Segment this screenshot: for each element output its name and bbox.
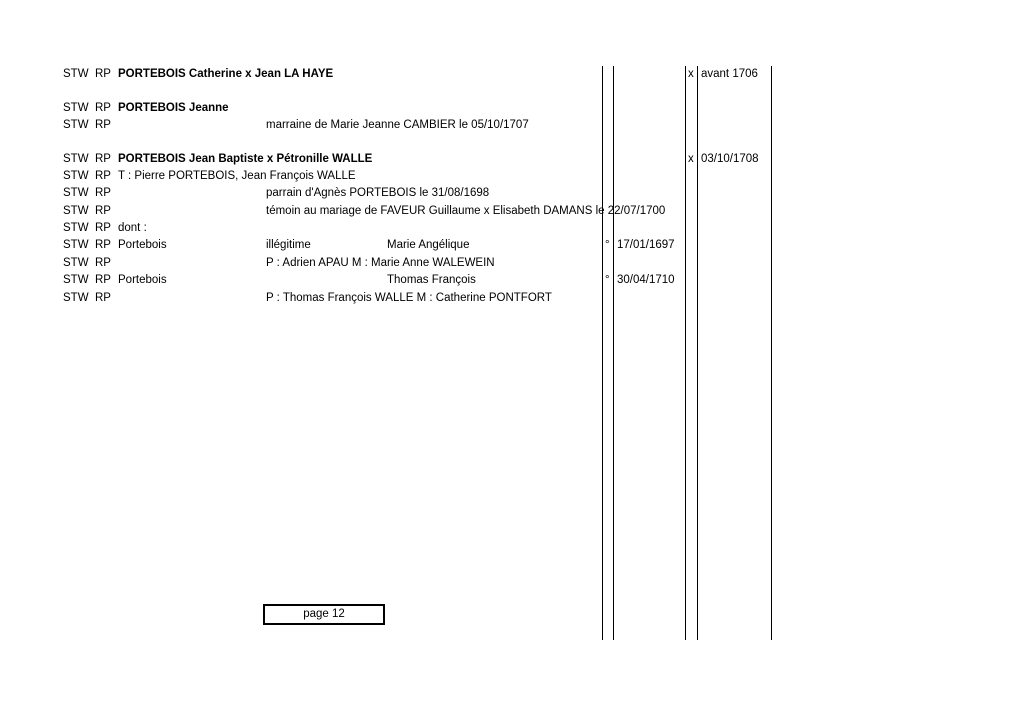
marriage-date: avant 1706 [701, 68, 758, 80]
entry-name: dont : [118, 222, 147, 234]
source-code: STW [63, 170, 89, 182]
entry-name: PORTEBOIS Jeanne [118, 102, 229, 114]
source-code: STW [63, 68, 89, 80]
child-first-name: Thomas François [387, 274, 476, 286]
record-row [0, 117, 1024, 134]
source-code: STW [63, 257, 89, 269]
register-code: RP [95, 239, 111, 251]
page-number-label: page 12 [303, 608, 345, 620]
birth-mark: ° [605, 274, 610, 286]
birth-date: 17/01/1697 [617, 239, 675, 251]
page-number-box [263, 604, 385, 625]
register-code: RP [95, 274, 111, 286]
entry-description: P : Thomas François WALLE M : Catherine PONTFORT [266, 292, 552, 304]
entry-name: Portebois [118, 239, 167, 251]
record-row [0, 272, 1024, 289]
record-row [0, 151, 1024, 168]
entry-description: P : Adrien APAU M : Marie Anne WALEWEIN [266, 257, 495, 269]
register-code: RP [95, 170, 111, 182]
entry-name: PORTEBOIS Jean Baptiste x Pétronille WALLE [118, 153, 373, 165]
entry-name: PORTEBOIS Catherine x Jean LA HAYE [118, 68, 334, 80]
entry-description: illégitime [266, 239, 311, 251]
entry-description: parrain d'Agnès PORTEBOIS le 31/08/1698 [266, 187, 490, 199]
column-rule [685, 66, 686, 640]
entry-description: témoin au mariage de FAVEUR Guillaume x Elisabeth DAMANS le 22/07/1700 [266, 205, 666, 217]
marriage-mark: x [688, 68, 694, 80]
source-code: STW [63, 222, 89, 234]
entry-name: Portebois [118, 274, 167, 286]
birth-mark: ° [605, 239, 610, 251]
register-code: RP [95, 187, 111, 199]
child-first-name: Marie Angélique [387, 239, 470, 251]
record-row [0, 290, 1024, 307]
record-row [0, 220, 1024, 237]
register-code: RP [95, 102, 111, 114]
register-code: RP [95, 257, 111, 269]
source-code: STW [63, 274, 89, 286]
register-code: RP [95, 292, 111, 304]
source-code: STW [63, 102, 89, 114]
source-code: STW [63, 292, 89, 304]
marriage-date: 03/10/1708 [701, 153, 759, 165]
column-rule [697, 66, 698, 640]
register-code: RP [95, 205, 111, 217]
register-code: RP [95, 119, 111, 131]
entry-description: marraine de Marie Jeanne CAMBIER le 05/10/1707 [266, 119, 529, 131]
register-code: RP [95, 222, 111, 234]
record-row [0, 66, 1024, 83]
record-row [0, 168, 1024, 185]
birth-date: 30/04/1710 [617, 274, 675, 286]
source-code: STW [63, 205, 89, 217]
register-code: RP [95, 68, 111, 80]
record-row [0, 203, 1024, 220]
column-rule [613, 66, 614, 640]
record-row [0, 185, 1024, 202]
source-code: STW [63, 119, 89, 131]
record-row [0, 237, 1024, 254]
marriage-mark: x [688, 153, 694, 165]
source-code: STW [63, 187, 89, 199]
record-row [0, 255, 1024, 272]
source-code: STW [63, 153, 89, 165]
register-code: RP [95, 153, 111, 165]
column-rule [602, 66, 603, 640]
column-rule [771, 66, 772, 640]
source-code: STW [63, 239, 89, 251]
entry-name: T : Pierre PORTEBOIS, Jean François WALLE [118, 170, 356, 182]
record-row [0, 100, 1024, 117]
